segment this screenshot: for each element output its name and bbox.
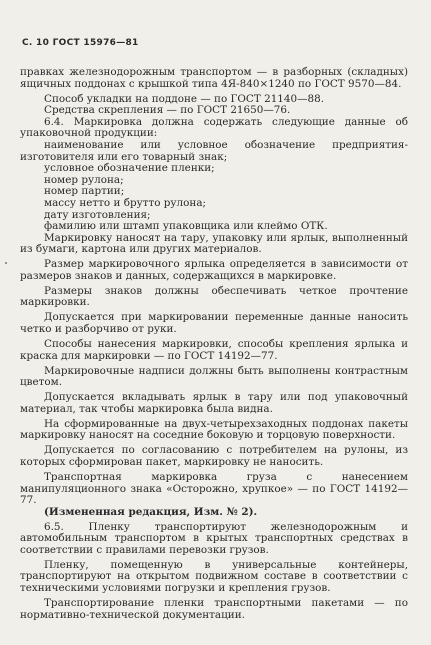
paragraph: Способы нанесения маркировки, способы крепления ярлыка и краска для маркировки — по ГОСТ 14192—77. xyxy=(20,338,408,362)
amendment-note: (Измененная редакция, Изм. № 2). xyxy=(44,505,258,518)
list-item: массу нетто и брутто рулона; xyxy=(44,196,207,209)
paragraph: На сформированные на двух-четырехзаходных поддонах пакеты маркировку наносят на соседние боковую и торцовую поверхности. xyxy=(20,417,408,442)
paragraph: Маркировку наносят на тару, упаковку или ярлык, выполненный из бумаги, картона или других материалов. xyxy=(20,231,408,256)
paragraph: Размер маркировочного ярлыка определяется в зависимости от размеров знаков и данных, содержащихся в маркировке. xyxy=(20,258,408,282)
paragraph: 6.5. Пленку транспортируют железнодорожным и автомобильным транспортом в крытых транспортных средствах в соответствии с правилами перевозки грузов. xyxy=(20,520,408,556)
list-item: условное обозначение пленки; xyxy=(44,162,215,175)
list-item: номер партии; xyxy=(44,185,125,198)
paragraph: Размеры знаков должны обеспечивать четкое прочтение маркировки. xyxy=(20,284,408,309)
list-item: наименование или условное обозначение предприятия-изготовителя или его товарный знак; xyxy=(20,138,408,163)
list-item: номер рулона; xyxy=(44,173,124,186)
paragraph: Допускается при маркировании переменные данные наносить четко и разборчиво от руки. xyxy=(20,311,408,336)
list-item: фамилию или штамп упаковщика или клеймо ОТК. xyxy=(44,220,328,233)
document-body xyxy=(20,67,408,625)
paragraph: Транспортная маркировка груза с нанесением манипуляционного знака «Осторожно, хрупкое» — по ГОСТ 14192—77. xyxy=(20,470,408,507)
paragraph: Средства скрепления — по ГОСТ 21650—76. xyxy=(44,104,291,117)
paragraph: Способ укладки на поддоне — по ГОСТ 21140—88. xyxy=(44,92,325,105)
scan-speck xyxy=(5,262,7,264)
paragraph: правках железнодорожным транспортом — в разборных (складных) ящичных поддонах с крышкой типа 4Я-840×1240 по ГОСТ 9570—84. xyxy=(20,66,408,90)
page-header: С. 10 ГОСТ 15976—81 xyxy=(22,38,139,48)
list-item: дату изготовления; xyxy=(44,208,151,221)
paragraph: Допускается по согласованию с потребителем на рулоны, из которых сформирован пакет, маркировку не наносить. xyxy=(20,444,408,468)
paragraph: Маркировочные надписи должны быть выполнены контрастным цветом. xyxy=(20,364,408,389)
paragraph: Пленку, помещенную в универсальные контейнеры, транспортируют на открытом подвижном составе в соответствии с техническими условиями погрузки и крепления грузов. xyxy=(20,558,408,595)
paragraph: Допускается вкладывать ярлык в тару или под упаковочный материал, так чтобы маркировка была видна. xyxy=(20,391,408,415)
paragraph: 6.4. Маркировка должна содержать следующие данные об упаковочной продукции: xyxy=(20,115,408,140)
paragraph: Транспортирование пленки транспортными пакетами — по нормативно-технической документации. xyxy=(20,597,408,621)
